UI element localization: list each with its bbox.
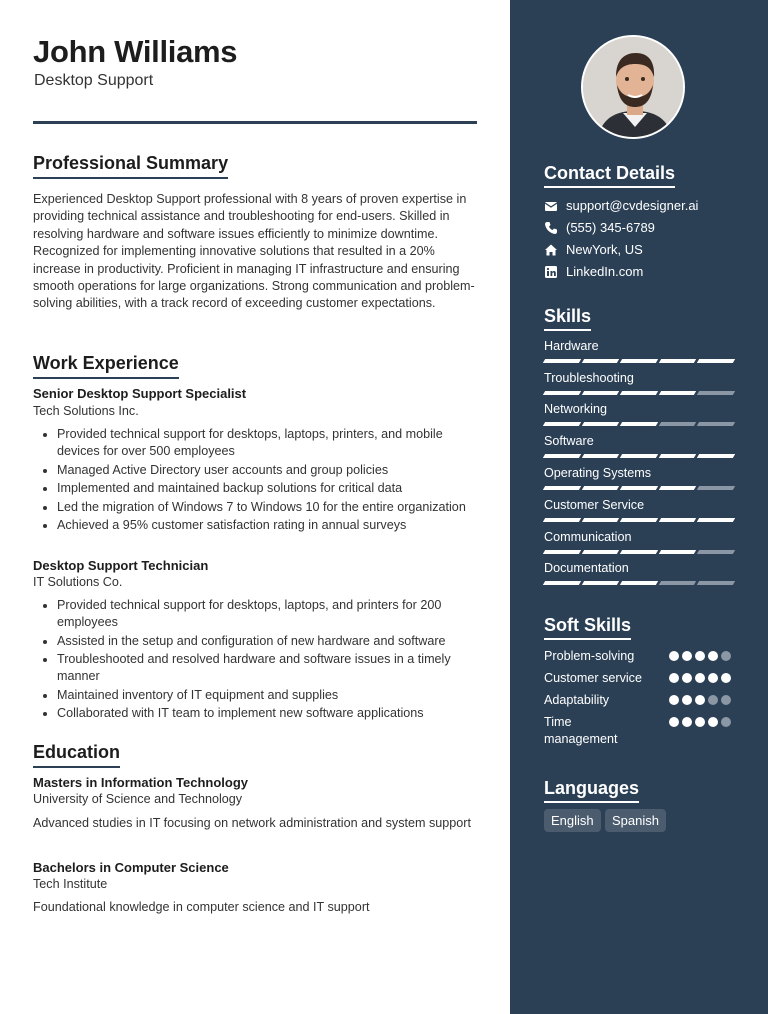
skill-level-bar xyxy=(543,581,735,585)
skill-level-segment xyxy=(659,391,697,395)
contact-heading: Contact Details xyxy=(544,163,675,188)
rating-dot xyxy=(695,673,705,683)
skill-level-segment xyxy=(620,581,658,585)
skill-level-segment xyxy=(659,359,697,363)
skill-level-segment xyxy=(581,359,619,363)
list-item: Implemented and maintained backup solutions for critical data xyxy=(33,480,477,497)
list-item: Managed Active Directory user accounts and group policies xyxy=(33,462,477,479)
rating-dot xyxy=(682,673,692,683)
profile-photo xyxy=(581,35,685,139)
rating-dot xyxy=(708,717,718,727)
linkedin-icon xyxy=(544,265,558,279)
soft-skill-label: Problem-solving xyxy=(544,649,635,663)
skill-level-segment xyxy=(581,486,619,490)
degree-description: Foundational knowledge in computer science and IT support xyxy=(33,900,370,914)
skill-level-segment xyxy=(543,422,581,426)
soft-skill-label: Customer service xyxy=(544,671,642,685)
school-name: University of Science and Technology xyxy=(33,792,243,806)
skill-level-segment xyxy=(659,454,697,458)
skill-level-segment xyxy=(697,486,735,490)
list-item: Maintained inventory of IT equipment and supplies xyxy=(33,687,477,704)
list-item: Collaborated with IT team to implement new software applications xyxy=(33,705,477,722)
skill-level-segment xyxy=(543,486,581,490)
rating-dot xyxy=(708,651,718,661)
rating-dot xyxy=(682,695,692,705)
contact-email[interactable] xyxy=(544,198,698,213)
skill-level-bar xyxy=(543,422,735,426)
skill-level-bar xyxy=(543,486,735,490)
skill-label: Networking xyxy=(544,402,607,416)
degree-description: Advanced studies in IT focusing on network administration and system support xyxy=(33,816,471,830)
person-avatar-icon xyxy=(583,37,685,139)
soft-skill-rating xyxy=(669,717,731,727)
degree-title: Masters in Information Technology xyxy=(33,775,249,790)
job-company: Tech Solutions Inc. xyxy=(33,404,139,418)
skill-level-segment xyxy=(543,391,581,395)
skill-level-segment xyxy=(581,422,619,426)
rating-dot xyxy=(708,695,718,705)
home-icon xyxy=(544,243,558,257)
rating-dot xyxy=(669,651,679,661)
list-item: Achieved a 95% customer satisfaction rating in annual surveys xyxy=(33,517,477,534)
skill-level-segment xyxy=(581,391,619,395)
education-heading: Education xyxy=(33,742,120,768)
skill-level-segment xyxy=(697,359,735,363)
skill-level-segment xyxy=(543,581,581,585)
skill-label: Software xyxy=(544,434,594,448)
skill-level-bar xyxy=(543,550,735,554)
skill-level-segment xyxy=(581,518,619,522)
list-item: Troubleshooted and resolved hardware and software issues in a timely manner xyxy=(33,651,477,685)
location-text: NewYork, US xyxy=(566,242,643,257)
experience-heading: Work Experience xyxy=(33,353,179,379)
rating-dot xyxy=(695,651,705,661)
skill-level-segment xyxy=(620,359,658,363)
skill-level-segment xyxy=(659,422,697,426)
skill-label: Documentation xyxy=(544,561,629,575)
linkedin-text: LinkedIn.com xyxy=(566,264,644,279)
skill-level-segment xyxy=(659,518,697,522)
skill-label: Operating Systems xyxy=(544,466,652,480)
rating-dot xyxy=(721,651,731,661)
skill-level-segment xyxy=(543,518,581,522)
job-bullets xyxy=(33,426,477,536)
skill-level-segment xyxy=(659,486,697,490)
job-company: IT Solutions Co. xyxy=(33,575,123,589)
list-item: Led the migration of Windows 7 to Windows 10 for the entire organization xyxy=(33,499,477,516)
job-title: Desktop Support Technician xyxy=(33,558,209,573)
skill-level-segment xyxy=(659,581,697,585)
candidate-role: Desktop Support xyxy=(34,72,154,89)
list-item: Provided technical support for desktops, laptops, printers, and mobile devices for over 500 employees xyxy=(33,426,477,460)
candidate-name: John Williams xyxy=(33,34,238,69)
job-bullets xyxy=(33,597,477,724)
rating-dot xyxy=(721,717,731,727)
contact-phone[interactable] xyxy=(544,220,655,235)
skill-level-bar xyxy=(543,518,735,522)
envelope-icon xyxy=(544,199,558,213)
summary-heading: Professional Summary xyxy=(33,153,228,179)
skill-label: Troubleshooting xyxy=(544,371,634,385)
phone-icon xyxy=(544,221,558,235)
rating-dot xyxy=(682,651,692,661)
phone-text: (555) 345-6789 xyxy=(566,220,655,235)
skill-level-segment xyxy=(697,391,735,395)
soft-skill-rating xyxy=(669,673,731,683)
skills-heading: Skills xyxy=(544,306,591,331)
skill-level-segment xyxy=(543,359,581,363)
rating-dot xyxy=(721,695,731,705)
skill-level-segment xyxy=(581,550,619,554)
skill-level-segment xyxy=(543,550,581,554)
rating-dot xyxy=(669,717,679,727)
skill-level-segment xyxy=(697,518,735,522)
school-name: Tech Institute xyxy=(33,877,108,891)
email-text: support@cvdesigner.ai xyxy=(566,198,699,213)
rating-dot xyxy=(708,673,718,683)
rating-dot xyxy=(682,717,692,727)
skill-level-segment xyxy=(620,391,658,395)
skill-level-segment xyxy=(697,550,735,554)
degree-title: Bachelors in Computer Science xyxy=(33,860,229,875)
skill-level-bar xyxy=(543,391,735,395)
skill-level-segment xyxy=(581,454,619,458)
skill-label: Hardware xyxy=(544,339,599,353)
soft-skill-label: Time management xyxy=(544,715,618,746)
skill-level-segment xyxy=(620,454,658,458)
soft-skill-rating xyxy=(669,651,731,661)
header-divider xyxy=(33,121,477,124)
rating-dot xyxy=(721,673,731,683)
skill-label: Customer Service xyxy=(544,498,645,512)
summary-text: Experienced Desktop Support professional with 8 years of proven expertise in providing technical assistance and troubleshooting for end-users. Skilled in resolving hardware and software issues efficiently to minimize downtime. Recognized for implementing innovative solutions that resulted in a 20% increase in productivity. Proficient in managing IT infrastructure and ensuring smooth operations for large organizations. Strong communication and problem-solving abilities, with a track record of exceeding customer expectations. xyxy=(33,192,475,311)
contact-linkedin[interactable] xyxy=(544,264,643,279)
skill-level-segment xyxy=(543,454,581,458)
skill-level-segment xyxy=(620,422,658,426)
rating-dot xyxy=(669,673,679,683)
language-badge: English xyxy=(544,809,601,832)
skill-level-segment xyxy=(620,486,658,490)
list-item: Provided technical support for desktops, laptops, and printers for 200 employees xyxy=(33,597,477,631)
skill-label: Communication xyxy=(544,530,632,544)
rating-dot xyxy=(695,695,705,705)
skill-level-segment xyxy=(697,422,735,426)
skill-level-segment xyxy=(697,454,735,458)
skill-level-segment xyxy=(581,581,619,585)
skill-level-segment xyxy=(620,550,658,554)
soft-skill-rating xyxy=(669,695,731,705)
skill-level-segment xyxy=(659,550,697,554)
soft-skill-label: Adaptability xyxy=(544,693,610,707)
rating-dot xyxy=(695,717,705,727)
skill-level-bar xyxy=(543,359,735,363)
language-badge: Spanish xyxy=(605,809,666,832)
list-item: Assisted in the setup and configuration of new hardware and software xyxy=(33,633,477,650)
skill-level-segment xyxy=(620,518,658,522)
languages-heading: Languages xyxy=(544,778,639,803)
soft-skills-heading: Soft Skills xyxy=(544,615,631,640)
job-title: Senior Desktop Support Specialist xyxy=(33,386,247,401)
skill-level-bar xyxy=(543,454,735,458)
skill-level-segment xyxy=(697,581,735,585)
rating-dot xyxy=(669,695,679,705)
contact-location xyxy=(544,242,643,257)
